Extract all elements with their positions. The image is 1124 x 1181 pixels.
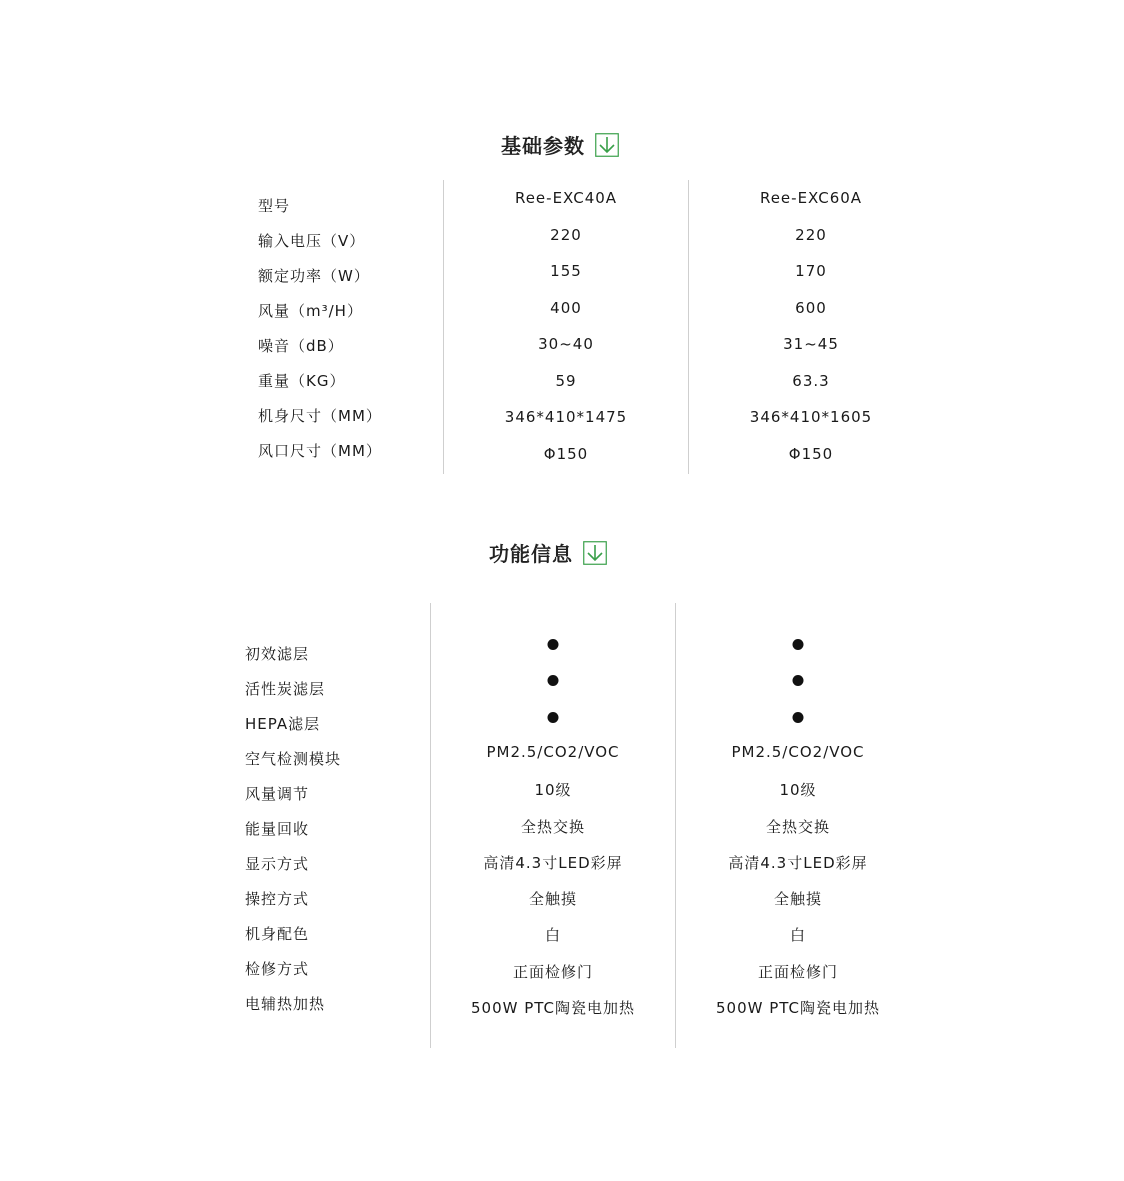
value-cell: 10级 bbox=[534, 781, 572, 800]
row-label: 型号 bbox=[258, 197, 291, 215]
value-cell: 346*410*1475 bbox=[504, 408, 628, 426]
value-cell: 正面检修门 bbox=[757, 962, 839, 981]
row-label: 显示方式 bbox=[245, 855, 310, 873]
down-arrow-icon bbox=[595, 133, 619, 157]
row-label: HEPA滤层 bbox=[245, 715, 321, 733]
row-label: 输入电压（V） bbox=[258, 232, 366, 250]
value-cell: 220 bbox=[795, 225, 827, 244]
value-cell: 500W PTC陶瓷电加热 bbox=[715, 999, 881, 1017]
value-cell: 31~45 bbox=[783, 335, 839, 353]
value-cell: Φ150 bbox=[788, 444, 834, 463]
column-divider bbox=[688, 180, 689, 474]
value-cell: 白 bbox=[544, 926, 562, 945]
value-cell: 400 bbox=[550, 298, 582, 317]
row-label: 电辅热加热 bbox=[245, 995, 326, 1013]
row-label: 风量调节 bbox=[245, 785, 310, 803]
feature-dot bbox=[548, 712, 559, 723]
value-cell: 155 bbox=[550, 262, 582, 280]
row-label: 风量（m³/H） bbox=[258, 302, 363, 320]
value-cell: PM2.5/CO2/VOC bbox=[486, 742, 620, 761]
row-label: 噪音（dB） bbox=[258, 337, 344, 355]
feature-dot bbox=[548, 639, 559, 650]
row-label: 机身尺寸（MM） bbox=[258, 407, 382, 425]
row-label: 空气检测模块 bbox=[245, 750, 342, 768]
feature-dot bbox=[793, 675, 804, 686]
row-label: 能量回收 bbox=[245, 820, 310, 838]
value-cell: 500W PTC陶瓷电加热 bbox=[470, 999, 636, 1017]
row-label: 重量（KG） bbox=[258, 372, 346, 390]
row-label: 初效滤层 bbox=[245, 645, 310, 663]
value-cell: 全热交换 bbox=[520, 817, 586, 836]
value-cell: Φ150 bbox=[543, 444, 589, 463]
value-cell: 正面检修门 bbox=[512, 962, 594, 981]
row-label: 活性炭滤层 bbox=[245, 680, 326, 698]
feature-dot bbox=[548, 675, 559, 686]
value-cell: Ree-EXC40A bbox=[514, 189, 618, 207]
value-cell: 高清4.3寸LED彩屏 bbox=[483, 853, 623, 872]
column-divider bbox=[443, 180, 444, 474]
value-cell: PM2.5/CO2/VOC bbox=[731, 742, 865, 761]
features-title-text: 功能信息 bbox=[489, 542, 573, 566]
value-cell: 10级 bbox=[779, 781, 817, 800]
value-cell: 59 bbox=[555, 371, 577, 390]
feature-dot bbox=[793, 639, 804, 650]
value-cell: 600 bbox=[795, 298, 827, 317]
value-cell: Ree-EXC60A bbox=[759, 189, 863, 207]
value-cell: 63.3 bbox=[792, 371, 830, 390]
basic-section-title bbox=[501, 130, 619, 159]
features-section-title bbox=[489, 538, 607, 567]
value-cell: 346*410*1605 bbox=[749, 408, 873, 426]
row-label: 检修方式 bbox=[245, 960, 310, 978]
feature-dot bbox=[793, 712, 804, 723]
value-cell: 全热交换 bbox=[765, 817, 831, 836]
value-cell: 30~40 bbox=[538, 335, 594, 353]
down-arrow-icon bbox=[583, 541, 607, 565]
value-cell: 全触摸 bbox=[773, 890, 823, 909]
column-divider bbox=[675, 603, 676, 1048]
value-cell: 高清4.3寸LED彩屏 bbox=[728, 853, 868, 872]
row-label: 机身配色 bbox=[245, 925, 310, 943]
basic-title-text: 基础参数 bbox=[501, 134, 585, 158]
value-cell: 全触摸 bbox=[528, 890, 578, 909]
row-label: 额定功率（W） bbox=[258, 267, 370, 285]
row-label: 操控方式 bbox=[245, 890, 310, 908]
value-cell: 170 bbox=[795, 262, 827, 280]
column-divider bbox=[430, 603, 431, 1048]
row-label: 风口尺寸（MM） bbox=[258, 442, 382, 460]
value-cell: 220 bbox=[550, 225, 582, 244]
value-cell: 白 bbox=[789, 926, 807, 945]
